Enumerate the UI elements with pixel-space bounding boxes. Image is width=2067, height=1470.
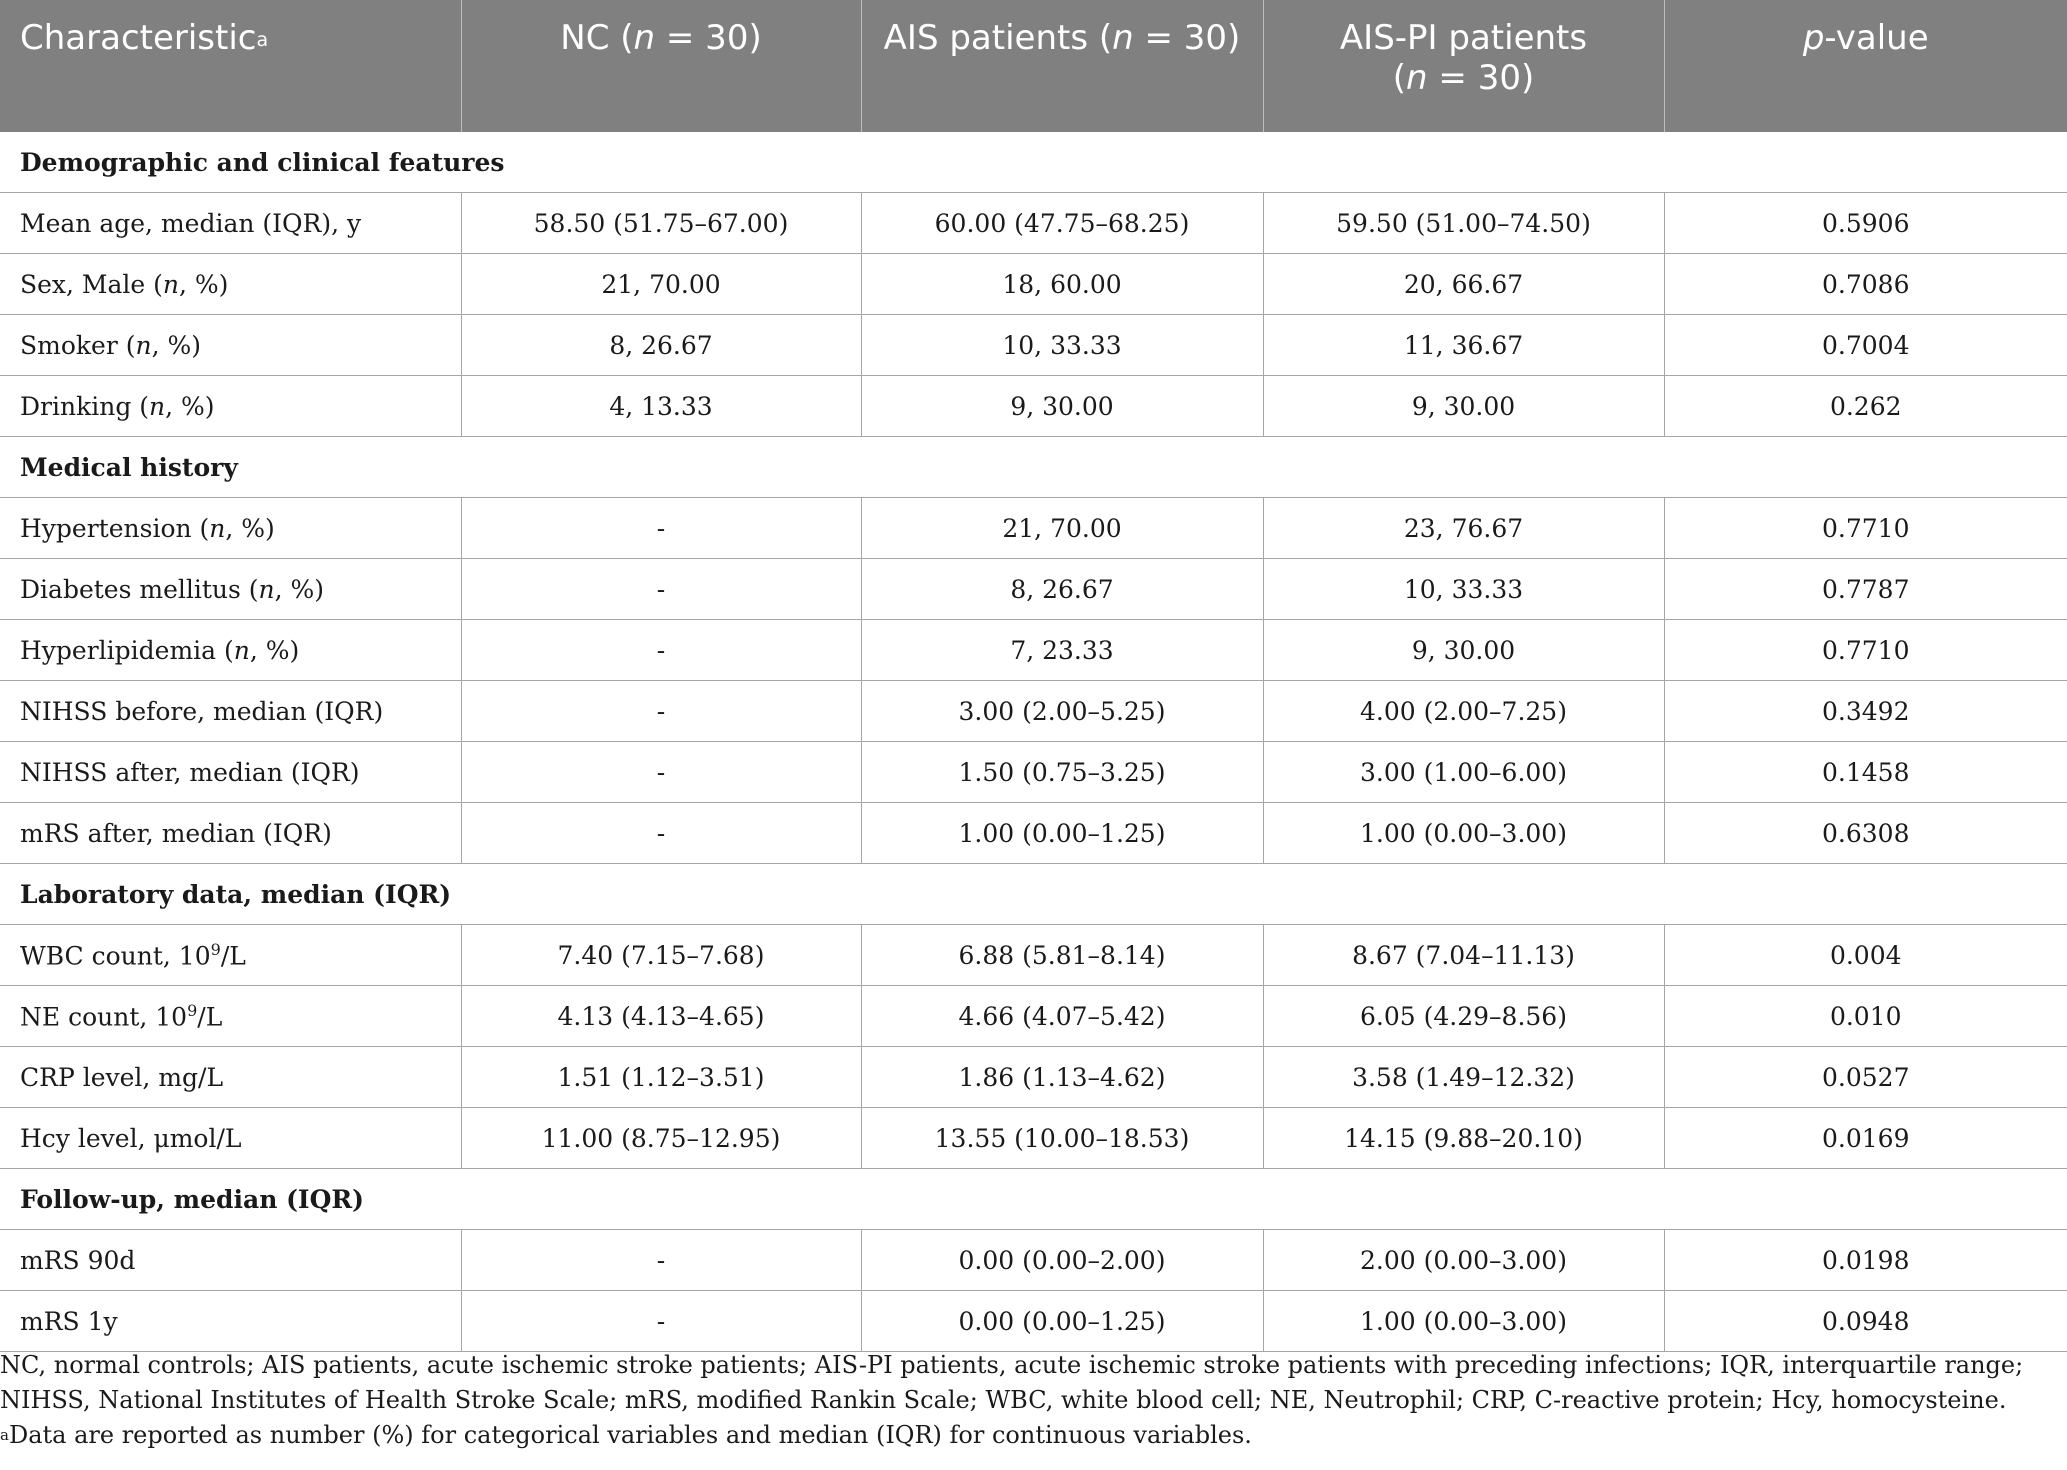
cell-ais: 21, 70.00 [861,498,1263,559]
table-row [0,1047,2067,1108]
row-label: NIHSS after, median (IQR) [0,742,461,803]
footnote-abbreviations: NC, normal controls; AIS patients, acute ischemic stroke patients; AIS-PI patients, acute ischemic stroke patients with preceding infections; IQR, interquartile range; NIHSS, National Institutes of Health Stroke Scale; mRS, modified Rankin Scale; WBC, white blood cell; NE, Neutrophil; CRP, C-reactive protein; Hcy, homocysteine. [0,1351,2024,1414]
cell-ais-pi: 59.50 (51.00–74.50) [1263,193,1664,254]
table-row [0,315,2067,376]
cell-p-value: 0.7710 [1664,498,2067,559]
footnote-a: $^a$Data are reported as number (%) for categorical variables and median (IQR) for continuous variables. [0,1421,1252,1449]
table-row [0,803,2067,864]
cell-nc: 4.13 (4.13–4.65) [461,986,861,1047]
cell-ais-pi: 6.05 (4.29–8.56) [1263,986,1664,1047]
table-row [0,1291,2067,1352]
table-row [0,376,2067,437]
table-row [0,1230,2067,1291]
header-characteristic: Characteristic$^a$ [0,0,461,132]
cell-ais-pi: 3.00 (1.00–6.00) [1263,742,1664,803]
table-footnotes [0,1348,2050,1453]
cell-nc: 1.51 (1.12–3.51) [461,1047,861,1108]
row-label: Mean age, median (IQR), y [0,193,461,254]
cell-p-value: 0.010 [1664,986,2067,1047]
header-ais-pi: AIS-PI patients (n = 30) [1263,0,1664,132]
cell-ais: 0.00 (0.00–2.00) [861,1230,1263,1291]
cell-p-value: 0.262 [1664,376,2067,437]
cell-ais-pi: 2.00 (0.00–3.00) [1263,1230,1664,1291]
table-row [0,1108,2067,1169]
cell-ais-pi: 4.00 (2.00–7.25) [1263,681,1664,742]
cell-nc: - [461,559,861,620]
cell-p-value: 0.0948 [1664,1291,2067,1352]
table-row [0,620,2067,681]
cell-ais-pi: 9, 30.00 [1263,376,1664,437]
section-demographic: Demographic and clinical features [0,132,2067,193]
table-row [0,742,2067,803]
row-label: Sex, Male (n, %) [0,254,461,315]
cell-ais: 60.00 (47.75–68.25) [861,193,1263,254]
cell-nc: - [461,498,861,559]
section-laboratory: Laboratory data, median (IQR) [0,864,2067,925]
cell-ais-pi: 3.58 (1.49–12.32) [1263,1047,1664,1108]
section-row [0,864,2067,925]
table-header [0,0,2067,132]
cell-p-value: 0.3492 [1664,681,2067,742]
row-label: mRS 1y [0,1291,461,1352]
cell-nc: 4, 13.33 [461,376,861,437]
table-row [0,559,2067,620]
cell-p-value: 0.0527 [1664,1047,2067,1108]
cell-ais: 6.88 (5.81–8.14) [861,925,1263,986]
table-row [0,681,2067,742]
cell-ais: 13.55 (10.00–18.53) [861,1108,1263,1169]
cell-nc: - [461,620,861,681]
cell-ais: 18, 60.00 [861,254,1263,315]
section-row [0,132,2067,193]
table-row [0,193,2067,254]
section-followup: Follow-up, median (IQR) [0,1169,2067,1230]
row-label: Smoker (n, %) [0,315,461,376]
cell-p-value: 0.1458 [1664,742,2067,803]
cell-ais: 9, 30.00 [861,376,1263,437]
cell-nc: - [461,681,861,742]
cell-nc: 11.00 (8.75–12.95) [461,1108,861,1169]
cell-nc: - [461,742,861,803]
section-row [0,437,2067,498]
cell-nc: - [461,1230,861,1291]
cell-ais-pi: 1.00 (0.00–3.00) [1263,803,1664,864]
row-label: mRS after, median (IQR) [0,803,461,864]
cell-ais: 1.00 (0.00–1.25) [861,803,1263,864]
header-p-value: p-value [1664,0,2067,132]
cell-ais: 3.00 (2.00–5.25) [861,681,1263,742]
cell-p-value: 0.004 [1664,925,2067,986]
cell-ais: 7, 23.33 [861,620,1263,681]
cell-nc: 8, 26.67 [461,315,861,376]
cell-ais-pi: 1.00 (0.00–3.00) [1263,1291,1664,1352]
cell-nc: - [461,803,861,864]
cell-p-value: 0.7710 [1664,620,2067,681]
table-row [0,498,2067,559]
row-label: Hypertension (n, %) [0,498,461,559]
cell-p-value: 0.5906 [1664,193,2067,254]
cell-ais-pi: 20, 66.67 [1263,254,1664,315]
header-nc: NC (n = 30) [461,0,861,132]
row-label: Hcy level, μmol/L [0,1108,461,1169]
cell-ais: 1.86 (1.13–4.62) [861,1047,1263,1108]
cell-nc: 58.50 (51.75–67.00) [461,193,861,254]
cell-nc: - [461,1291,861,1352]
cell-ais: 8, 26.67 [861,559,1263,620]
cell-ais: 0.00 (0.00–1.25) [861,1291,1263,1352]
table-row [0,986,2067,1047]
row-label: Diabetes mellitus (n, %) [0,559,461,620]
row-label: WBC count, $10^9/L$ [0,925,461,986]
row-label: NE count, $10^9/L$ [0,986,461,1047]
cell-ais-pi: 9, 30.00 [1263,620,1664,681]
table-row [0,925,2067,986]
cell-p-value: 0.0169 [1664,1108,2067,1169]
row-label: Hyperlipidemia (n, %) [0,620,461,681]
section-medical: Medical history [0,437,2067,498]
row-label: Drinking (n, %) [0,376,461,437]
cell-ais-pi: 23, 76.67 [1263,498,1664,559]
cell-nc: 21, 70.00 [461,254,861,315]
cell-ais: 10, 33.33 [861,315,1263,376]
header-ais: AIS patients (n = 30) [861,0,1263,132]
cell-p-value: 0.7787 [1664,559,2067,620]
cell-p-value: 0.7004 [1664,315,2067,376]
cell-nc: 7.40 (7.15–7.68) [461,925,861,986]
row-label: mRS 90d [0,1230,461,1291]
cell-p-value: 0.6308 [1664,803,2067,864]
cell-p-value: 0.0198 [1664,1230,2067,1291]
cell-p-value: 0.7086 [1664,254,2067,315]
cell-ais: 4.66 (4.07–5.42) [861,986,1263,1047]
row-label: NIHSS before, median (IQR) [0,681,461,742]
section-row [0,1169,2067,1230]
cell-ais-pi: 14.15 (9.88–20.10) [1263,1108,1664,1169]
cell-ais-pi: 10, 33.33 [1263,559,1664,620]
cell-ais-pi: 11, 36.67 [1263,315,1664,376]
row-label: CRP level, mg/L [0,1047,461,1108]
table-row [0,254,2067,315]
cell-ais: 1.50 (0.75–3.25) [861,742,1263,803]
cell-ais-pi: 8.67 (7.04–11.13) [1263,925,1664,986]
